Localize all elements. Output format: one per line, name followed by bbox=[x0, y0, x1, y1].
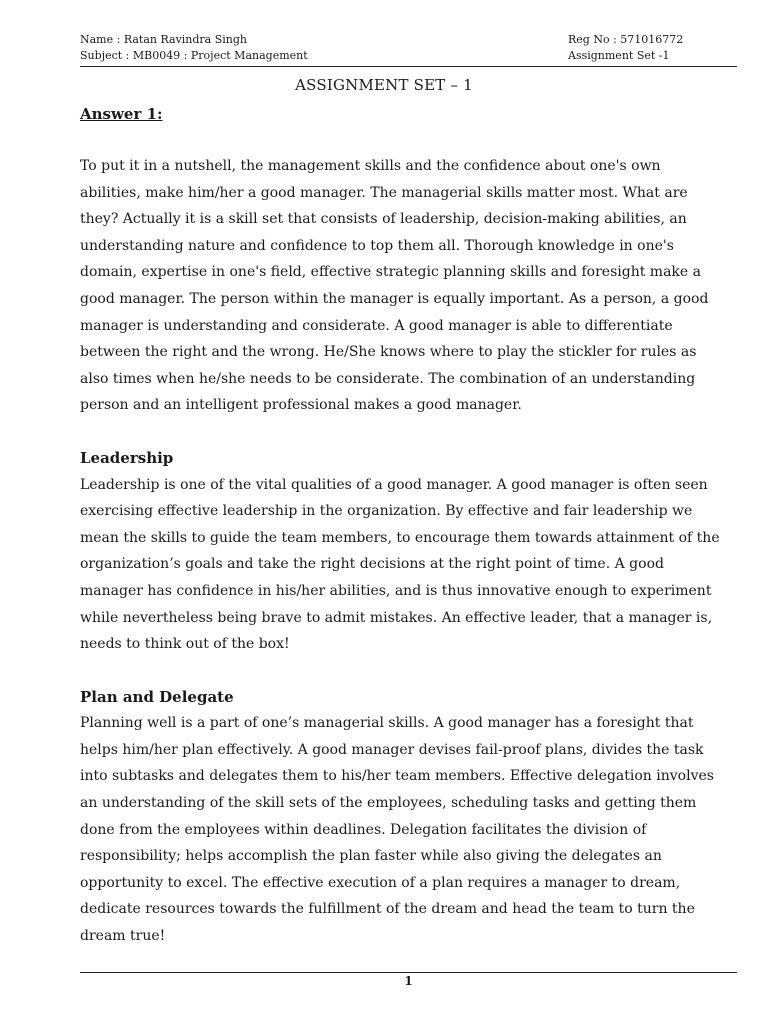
section-plan-and-delegate bbox=[80, 684, 720, 950]
section-paragraph: Leadership is one of the vital qualities of a good manager. A good manager is often seen exercising effective leadership in the organization. By effective and fair leadership we mean the skills to guide the team members, to encourage them towards attainment of the organization’s goals and take the right decisions at the right point of time. A good manager has confidence in his/her abilities, and is thus innovative enough to experiment while nevertheless being brave to admit mistakes. An effective leader, that a manager is, needs to think out of the box! bbox=[80, 476, 720, 653]
header-reg-no: Reg No : 571016772 bbox=[568, 33, 684, 46]
section-leadership bbox=[80, 445, 720, 658]
document-body bbox=[80, 101, 720, 950]
header-left bbox=[80, 32, 308, 64]
section-heading: Plan and Delegate bbox=[80, 687, 234, 706]
header-subject: Subject : MB0049 : Project Management bbox=[80, 49, 308, 62]
section-paragraph: Planning well is a part of one’s managerial skills. A good manager has a foresight that helps him/her plan effectively. A good manager devises fail-proof plans, divides the task into subtasks and delegates them to his/her team members. Effective delegation involves an understanding of the skill sets of the employees, scheduling tasks and getting them done from the employees within deadlines. Delegation facilitates the division of responsibility; helps accomplish the plan faster while also giving the delegates an opportunity to excel. The effective execution of a plan requires a manager to dream, dedicate resources towards the fulfillment of the dream and head the team to turn the dream true! bbox=[80, 715, 714, 945]
header-assignment-set: Assignment Set -1 bbox=[568, 49, 670, 62]
page-number: 1 bbox=[404, 974, 413, 988]
answer-heading: Answer 1: bbox=[80, 105, 163, 123]
intro-paragraph: To put it in a nutshell, the management skills and the confidence about one's own abilities, make him/her a good manager. The managerial skills matter most. What are they? Actually it is a skill set that consists of leadership, decision-making abilities, an understanding nature and confidence to top them all. Thorough knowledge in one's domain, expertise in one's field, effective strategic planning skills and foresight make a good manager. The person within the manager is equally important. As a person, a good manager is understanding and considerate. A good manager is able to differentiate between the right and the wrong. He/She knows where to play the stickler for rules as also times when he/she needs to be considerate. The combination of an understanding person and an intelligent professional makes a good manager. bbox=[80, 158, 709, 414]
section-heading: Leadership bbox=[80, 448, 174, 467]
header-right bbox=[568, 32, 683, 64]
document-title: ASSIGNMENT SET – 1 bbox=[295, 76, 473, 94]
page-header bbox=[80, 32, 737, 67]
header-name: Name : Ratan Ravindra Singh bbox=[80, 33, 248, 46]
page-footer bbox=[80, 972, 737, 988]
